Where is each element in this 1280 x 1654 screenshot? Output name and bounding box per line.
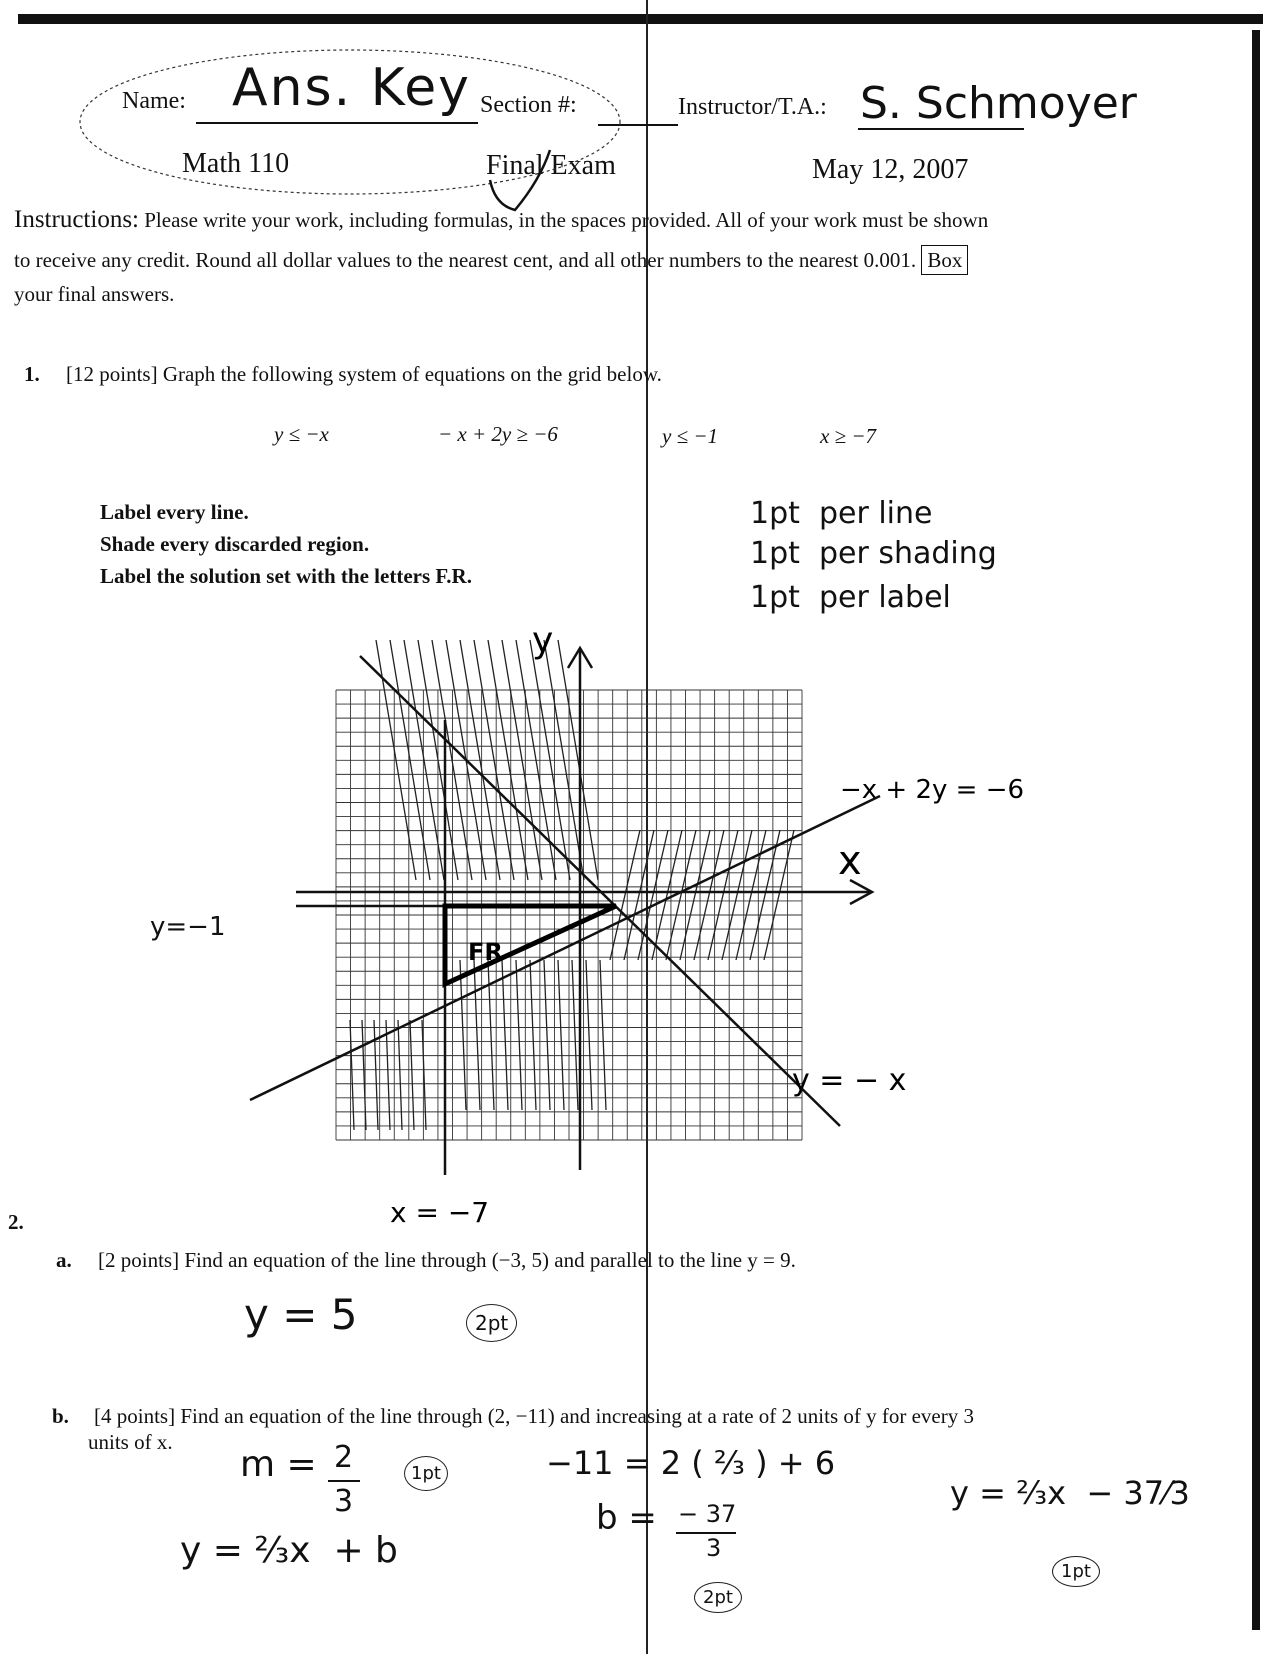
right-border <box>1252 30 1260 1630</box>
substitution-equation: −11 = 2 ( ⅔ ) + 6 <box>546 1444 836 1482</box>
q1-prompt: [12 points] Graph the following system of equations on the grid below. <box>66 362 662 386</box>
shading-stroke <box>410 1020 414 1130</box>
shading-stroke <box>610 830 640 960</box>
q2a-points: 2pt <box>466 1304 517 1342</box>
final-points: 1pt <box>1052 1556 1100 1587</box>
name-value: Ans. Key <box>232 58 471 118</box>
slope-fraction-bar <box>328 1480 360 1482</box>
shading-stroke <box>374 1020 378 1130</box>
box-word: Box <box>921 245 968 275</box>
intercept-lhs: b = <box>596 1498 657 1538</box>
top-border <box>18 14 1263 24</box>
q2b-prompt-cont: units of x. <box>88 1430 173 1454</box>
exam-title: Final Exam <box>486 150 616 181</box>
shading-stroke <box>722 830 752 960</box>
course-title: Math 110 <box>182 148 290 179</box>
inequality-4: x ≥ −7 <box>820 424 877 448</box>
instructions-text2: to receive any credit. Round all dollar values to the nearest cent, and all other numbers to the nearest 0.001. <box>14 248 917 272</box>
final-answer: y = ⅔x − 37⁄3 <box>950 1474 1190 1512</box>
name-label: Name: <box>122 88 186 114</box>
instructor-value: S. Schmoyer <box>860 78 1137 129</box>
instructions-line2 <box>14 248 968 273</box>
instructor-label: Instructor/T.A.: <box>678 94 827 120</box>
shading-stroke <box>398 1020 402 1130</box>
inequality-1: y ≤ −x <box>274 422 329 446</box>
discarded-region-shading <box>350 640 794 1130</box>
shading-stroke <box>600 960 606 1110</box>
inequality-3: y ≤ −1 <box>662 424 719 448</box>
q1-number: 1. <box>24 362 40 386</box>
slope-points: 1pt <box>404 1456 448 1491</box>
shading-stroke <box>694 830 724 960</box>
shading-stroke <box>708 830 738 960</box>
exam-date: May 12, 2007 <box>812 154 969 185</box>
shading-stroke <box>386 1020 390 1130</box>
instructions-text1: Please write your work, including formulas, in the spaces provided. All of your work must be shown <box>144 208 989 232</box>
feasible-region-label: FR <box>468 938 503 966</box>
shading-stroke <box>572 960 578 1110</box>
label-x-eq-neg7: x = −7 <box>390 1196 490 1229</box>
label-y-eq-neg1: y=−1 <box>150 912 226 942</box>
shading-stroke <box>530 960 536 1110</box>
q2a-prompt: [2 points] Find an equation of the line through (−3, 5) and parallel to the line y = 9. <box>98 1248 796 1272</box>
shading-stroke <box>516 960 522 1110</box>
slope-intercept-form: y = ⅔x + b <box>180 1530 398 1571</box>
shading-stroke <box>502 960 508 1110</box>
direction-1: Label every line. <box>100 500 249 524</box>
slope-numerator: 2 <box>334 1440 354 1475</box>
shading-stroke <box>586 960 592 1110</box>
shading-stroke <box>422 1020 426 1130</box>
section-label: Section #: <box>480 92 577 118</box>
q2b-label: b. <box>52 1404 69 1428</box>
shading-stroke <box>680 830 710 960</box>
intercept-numerator: − 37 <box>678 1500 737 1528</box>
grading-note-1: 1pt per line <box>750 496 933 531</box>
direction-3: Label the solution set with the letters F.R. <box>100 564 472 588</box>
q2a-label: a. <box>56 1248 72 1272</box>
shading-stroke <box>736 830 766 960</box>
shading-stroke <box>544 960 550 1110</box>
intercept-points: 2pt <box>694 1582 742 1613</box>
label-line-a: −x + 2y = −6 <box>840 775 1025 805</box>
grading-note-2: 1pt per shading <box>750 536 997 571</box>
inequality-2: − x + 2y ≥ −6 <box>438 422 558 446</box>
shading-stroke <box>638 830 668 960</box>
slope-denominator: 3 <box>334 1484 354 1519</box>
q2b-prompt: [4 points] Find an equation of the line through (2, −11) and increasing at a rate of 2 units of y for every 3 <box>94 1404 975 1428</box>
shading-stroke <box>558 960 564 1110</box>
instructions-line1 <box>14 206 988 234</box>
instructions-lead: Instructions: <box>14 206 139 233</box>
instructions-line3: your final answers. <box>14 282 175 306</box>
intercept-denominator: 3 <box>706 1534 722 1562</box>
grading-note-3: 1pt per label <box>750 580 951 615</box>
label-line-b: y = − x <box>792 1063 907 1098</box>
shading-stroke <box>750 830 780 960</box>
q2-number: 2. <box>8 1210 24 1234</box>
shading-stroke <box>474 960 480 1110</box>
x-axis-label: x <box>838 838 862 884</box>
q2a-answer: y = 5 <box>244 1290 358 1339</box>
slope-lhs: m = <box>240 1444 317 1485</box>
line-neg-x-plus-2y-eq-neg6 <box>250 796 880 1100</box>
inequality-graph <box>240 620 1025 1230</box>
y-axis-label: y <box>532 620 554 661</box>
name-circle-scribble <box>70 30 630 210</box>
shading-stroke <box>460 960 466 1110</box>
direction-2: Shade every discarded region. <box>100 532 370 556</box>
